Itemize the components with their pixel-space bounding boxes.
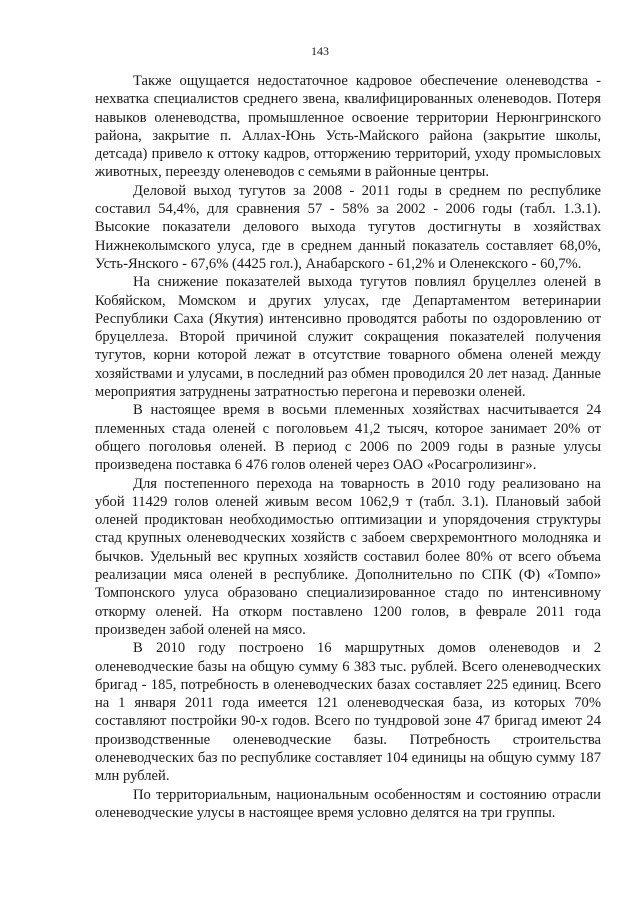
paragraph-staffing-shortage: Также ощущается недостаточное кадровое обеспечение оленеводства - нехватка специалистов среднего звена, квалифицированных оленеводов. Потеря навыков оленеводства, промышленное освоение территории Нерюнгринского района, закрытие п. Аллах-Юнь Усть-Майского района (закрытие школы, детсада) привело к оттоку кадров, отторжению территорий, уходу промысловых животных, переезду оленеводов с семьями в районные центры. [95,73,601,181]
paragraph-breeding-farms: В настоящее время в восьми племенных хозяйствах насчитывается 24 племенных стада оленей с поголовьем 41,2 тысяч, которое занимает 20% от общего поголовья оленей. В период с 2006 по 2009 годы в разные улусы произведена поставка 6 476 голов оленей через ОАО «Росагролизинг». [95,402,601,474]
paragraph-slaughter: Для постепенного перехода на товарность в 2010 году реализовано на убой 11429 голов оленей живым весом 1062,9 т (табл. 3.1). Плановый забой оленей продиктован необходимостью оптимизации и упорядочения структуры стад крупных оленеводческих хозяйств с забоем сверхремонтного молодняка и бычков. Удельный вес крупных хозяйств составил более 80% от всего объема реализации мяса оленей в республике. Дополнительно по СПК (Ф) «Томпо» Томпонского улуса образовано специализированное стадо по интенсивному откорму оленей. На откорм поставлено 1200 голов, в феврале 2011 года произведен забой оленей на мясо. [95,475,601,638]
paragraph-brucellosis: На снижение показателей выхода тугутов повлиял бруцеллез оленей в Кобяйском, Момском и других улусах, где Департаментом ветеринарии Республики Саха (Якутия) интенсивно проводятся работы по оздоровлению от бруцеллеза. Второй причиной служит сокращения показателей получения тугутов, корни которой лежат в отсутствие товарного обмена оленей между хозяйствами и улусами, в последний раз обмен проводился 20 лет назад. Данные мероприятия затруднены затратностью перегона и перевозки оленей. [95,274,601,401]
paragraph-groups: По территориальным, национальным особенностям и состоянию отрасли оленеводческие улусы в настоящее время условно делятся на три группы. [95,786,601,821]
body-text [95,72,601,822]
paragraph-construction: В 2010 году построено 16 маршрутных домов оленеводов и 2 оленеводческие базы на общую сумму 6 383 тыс. рублей. Всего оленеводческих бригад - 185, потребность в оленеводческих базах составляет 225 единиц. Всего на 1 января 2011 года имеется 121 оленеводческая база, из которых 70% составляют постройки 90-х годов. Всего по тундровой зоне 47 бригад имеют 24 производственные оленеводческие базы. Потребность строительства оленеводческих баз по республике составляет 104 единицы на общую сумму 187 млн рублей. [95,640,601,785]
paragraph-calf-yield: Деловой выход тугутов за 2008 - 2011 годы в среднем по республике составил 54,4%, для сравнения 57 - 58% за 2002 - 2006 годы (табл. 1.3.1). Высокие показатели делового выхода тугутов достигнуты в хозяйствах Нижнеколымского улуса, где в среднем данный показатель составляет 68,0%, Усть-Янского - 67,6% (4425 гол.), Анабарского - 61,2% и Оленекского - 60,7%. [95,182,601,272]
page-number: 143 [311,44,329,58]
